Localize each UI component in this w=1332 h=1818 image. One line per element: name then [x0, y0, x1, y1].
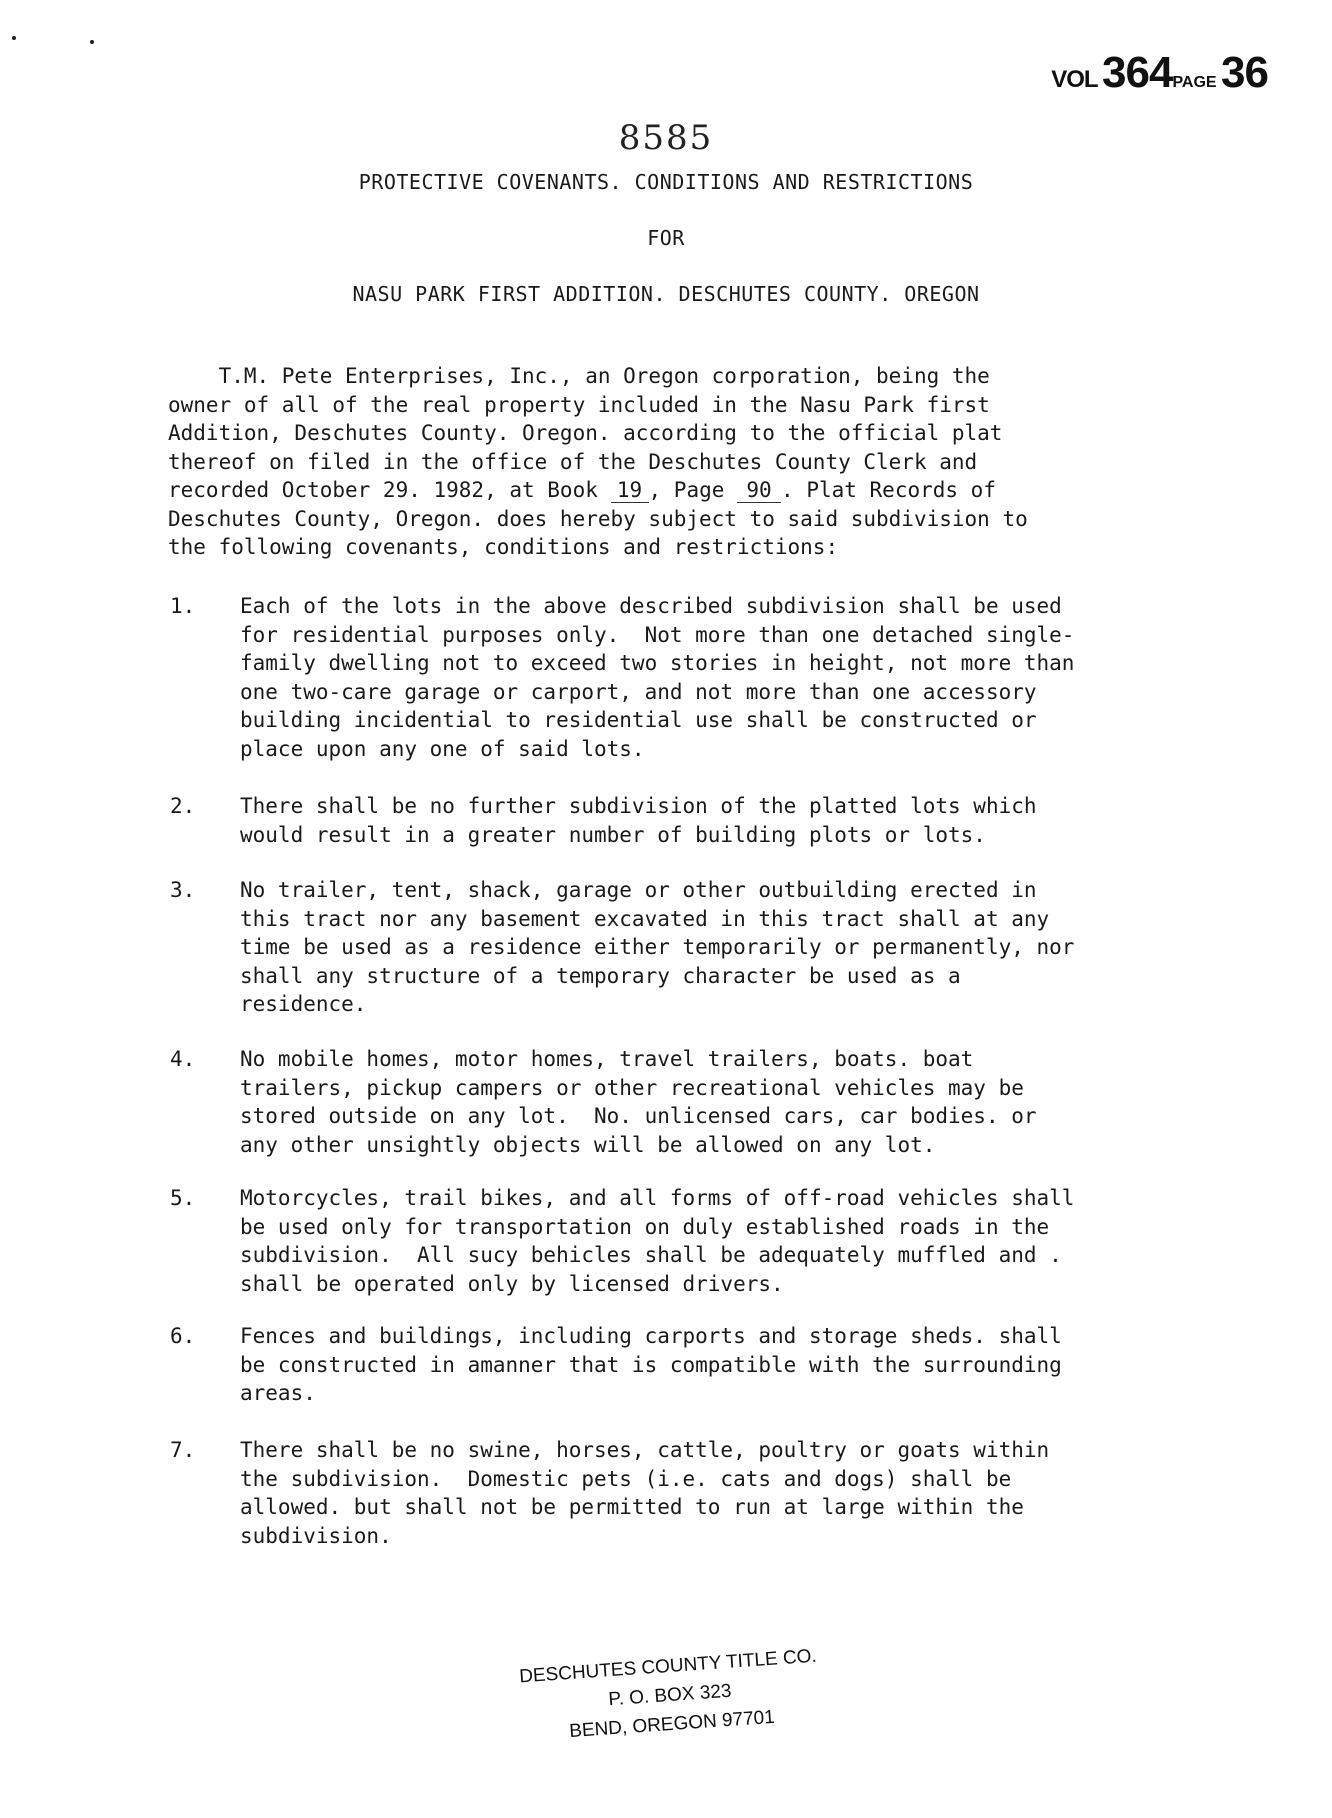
- title-line-2: FOR: [647, 226, 685, 250]
- page-number: 36: [1221, 48, 1268, 97]
- covenant-number: 7.: [170, 1438, 196, 1462]
- covenant-text: No mobile homes, motor homes, travel trailers, boats. boat trailers, pickup campers or other recreational vehicles may be stored outside on any lot. No. unlicensed cars, car bodies. or any other unsightly objects will be allowed on any lot.: [240, 1047, 1037, 1157]
- covenant-text: No trailer, tent, shack, garage or other outbuilding erected in this tract nor any basement excavated in this tract shall at any time be used as a residence either temporarily or permanently, nor shall any structure of a temporary character be used as a residence.: [240, 878, 1075, 1016]
- intro-line: Deschutes County, Oregon. does hereby subject to said subdivision to: [168, 506, 1028, 531]
- book-number-blank: 19: [611, 478, 649, 503]
- document-number: 8585: [618, 118, 714, 158]
- page-number-blank: 90: [737, 478, 781, 503]
- covenant-number: 2.: [170, 794, 196, 818]
- intro-line: recorded October 29. 1982, at Book: [168, 478, 611, 502]
- intro-line: Addition, Deschutes County. Oregon. according to the official plat: [168, 421, 1003, 445]
- page-label: PAGE: [1172, 74, 1217, 91]
- covenant-text: Each of the lots in the above described subdivision shall be used for residential purposes only. Not more than one detached single- family dwelling not to exceed two stories in height, not more than one two-care garage or carport, and not more than one accessory building incidential to residential use shall be constructed or place upon any one of said lots.: [240, 594, 1075, 761]
- scan-speck: [12, 36, 16, 40]
- intro-line: , Page: [648, 478, 738, 502]
- covenant-number: 3.: [170, 878, 196, 902]
- covenant-text: There shall be no swine, horses, cattle, poultry or goats within the subdivision. Domestic pets (i.e. cats and dogs) shall be allowed. but shall not be permitted to run at large within the subdivision.: [240, 1438, 1050, 1548]
- covenant-number: 1.: [170, 594, 196, 618]
- scan-speck: [90, 40, 94, 44]
- covenant-text: Fences and buildings, including carports and storage sheds. shall be constructed in amanner that is compatible with the surrounding areas.: [240, 1324, 1062, 1405]
- title-company-stamp: [517, 1642, 822, 1750]
- covenant-number: 5.: [170, 1186, 196, 1210]
- intro-line: owner of all of the real property included in the Nasu Park first: [168, 392, 990, 417]
- vol-number: 364: [1102, 48, 1173, 97]
- volume-page-reference: [1051, 48, 1268, 98]
- stamp-po-box: P. O. BOX 323: [607, 1680, 733, 1711]
- covenant-number: 6.: [170, 1324, 196, 1348]
- stamp-city: BEND, OREGON 97701: [568, 1706, 776, 1743]
- intro-line: thereof on filed in the office of the Deschutes County Clerk and: [168, 449, 978, 474]
- intro-line: T.M. Pete Enterprises, Inc., an Oregon corporation, being the: [168, 364, 990, 388]
- title-line-3: NASU PARK FIRST ADDITION. DESCHUTES COUNTY. OREGON: [352, 282, 980, 306]
- intro-paragraph: [168, 362, 1168, 562]
- title-line-1: PROTECTIVE COVENANTS. CONDITIONS AND RESTRICTIONS: [358, 170, 974, 194]
- stamp-company: DESCHUTES COUNTY TITLE CO.: [518, 1645, 818, 1688]
- vol-label: VOL: [1051, 66, 1098, 93]
- covenant-number: 4.: [170, 1047, 196, 1071]
- intro-line: . Plat Records of: [781, 478, 996, 502]
- covenant-text: Motorcycles, trail bikes, and all forms of off-road vehicles shall be used only for transportation on duly established roads in the subdivision. All sucy behicles shall be adequately muffled and . shall be operated only by licensed drivers.: [240, 1186, 1075, 1296]
- covenant-text: There shall be no further subdivision of the platted lots which would result in a greater number of building plots or lots.: [240, 794, 1037, 847]
- intro-line: the following covenants, conditions and restrictions:: [168, 535, 839, 559]
